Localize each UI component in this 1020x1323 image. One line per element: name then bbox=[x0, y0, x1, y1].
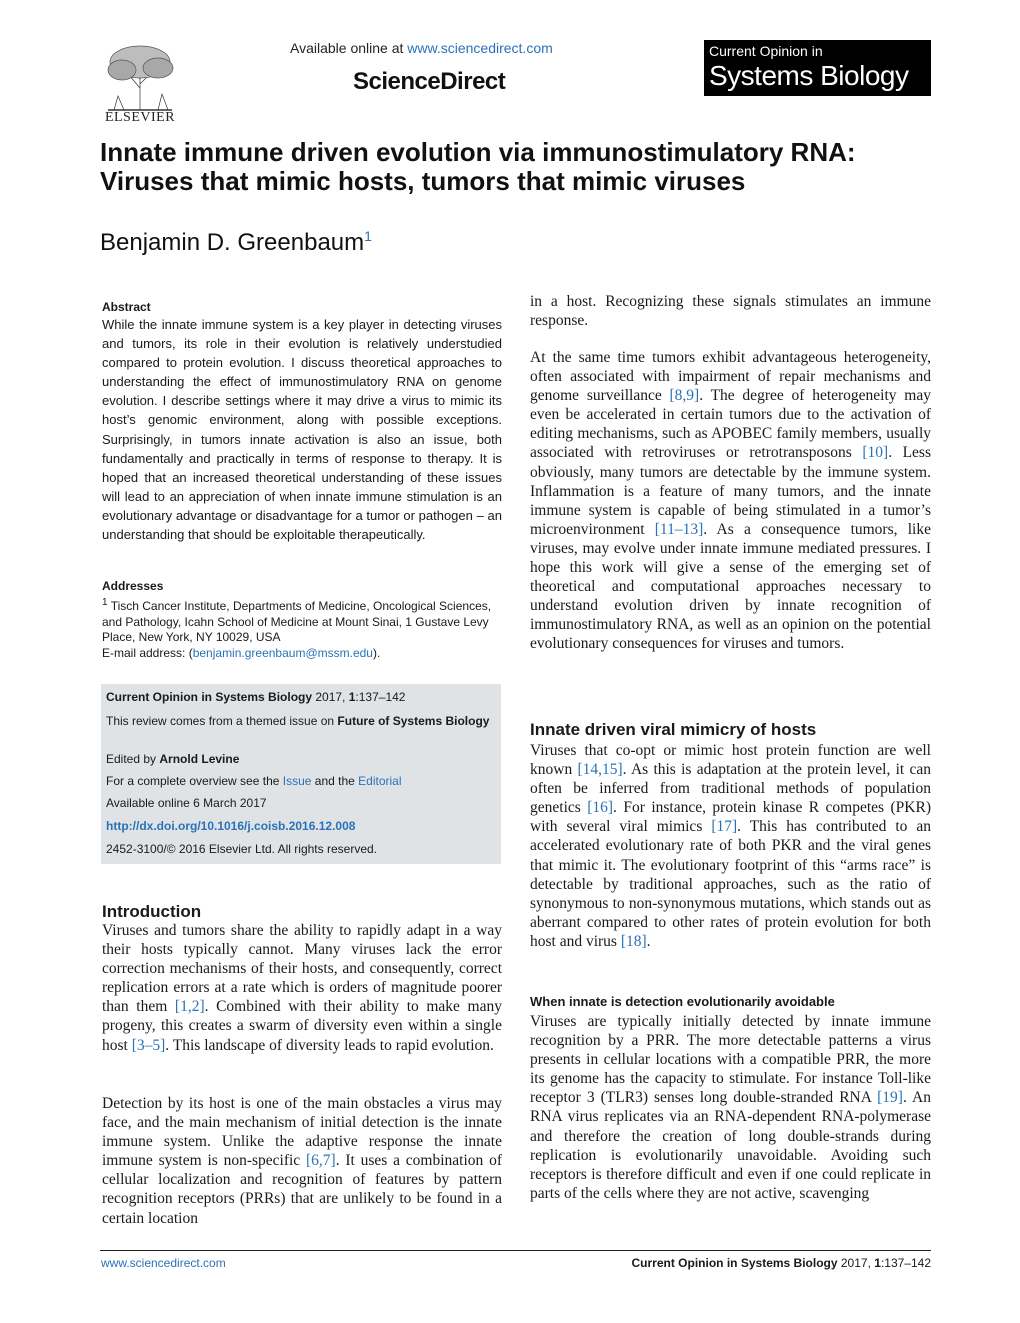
article-info-box bbox=[101, 684, 501, 864]
text-run: . Combined with their ability to make many progeny, this creates a swarm of diversity even within a single host bbox=[102, 998, 502, 1054]
available-online bbox=[290, 40, 553, 56]
text-run: Viruses and tumors share the ability to rapidly adapt in a way their hosts typically cannot. Many viruses lack the error correction mechanisms of their hosts, and consequently, correct replication errors at a rate which is orders of magnitude poorer than them bbox=[102, 922, 502, 1016]
info-editor-name: Arnold Levine bbox=[159, 752, 240, 766]
footer-pages: :137–142 bbox=[880, 1256, 931, 1270]
footer-rule bbox=[100, 1250, 931, 1251]
addresses-text bbox=[102, 595, 502, 661]
info-and: and the bbox=[311, 774, 359, 788]
citation-link[interactable]: [19] bbox=[877, 1089, 903, 1107]
editorial-link[interactable]: Editorial bbox=[358, 774, 402, 788]
footer-left bbox=[101, 1256, 226, 1270]
text-run: Viruses that co-opt or mimic host protein function are well known bbox=[530, 742, 931, 779]
footer-right bbox=[632, 1256, 931, 1270]
text-run: . This has contributed to an accelerated evolutionary rate of both PKR and the viral genes that mimic it. The evolutionary footprint of this “arms race” is detectable by traditional approaches, such as the ratio of synonymous to non-synonymous mutations, which stands out as aberrant compared to other rates of protein evolution for both host and virus bbox=[530, 818, 931, 950]
info-doi bbox=[106, 819, 498, 834]
text-run: Viruses are typically initially detected by innate immune recognition by a PRR. The more detectable patterns a virus presents in cellular locations with a compatible PRR, the more its genome has the capacity to stimulate. For instance Toll-like receptor 3 (TLR3) senses long double-stranded RNA bbox=[530, 1013, 931, 1107]
author-affiliation-marker[interactable]: 1 bbox=[364, 228, 372, 244]
introduction-heading: Introduction bbox=[102, 902, 202, 921]
email-suffix: ). bbox=[372, 645, 381, 660]
text-run: . The degree of heterogeneity may even be accelerated in certain tumors due to the activation of editing mechanisms, such as APOBEC family members, usually associated with retroviruses or retrotransposons bbox=[530, 387, 931, 462]
right-paragraph-3 bbox=[530, 741, 931, 951]
info-overview-prefix: For a complete overview see the bbox=[106, 774, 283, 788]
text-run: . Less obviously, many tumors are detectable by the immune system. Inflammation is a feature of many tumors, and the innate immune system is capable of being stimulated in a tumor’s microenvironment bbox=[530, 444, 931, 538]
addresses-heading: Addresses bbox=[102, 579, 164, 593]
info-year: 2017, bbox=[312, 690, 349, 704]
text-run: . As this is adaptation at the protein level, it can often be inferred from traditional methods of population genetics bbox=[530, 761, 931, 817]
citation-link[interactable]: [14,15] bbox=[577, 761, 623, 779]
sciencedirect-link[interactable]: www.sciencedirect.com bbox=[407, 40, 553, 56]
right-paragraph-4 bbox=[530, 1012, 931, 1203]
text-run: Detection by its host is one of the main obstacles a virus may face, and the main mechanism of initial detection is the innate immune system. Unlike the adaptive response the innate immune system is non-specific bbox=[102, 1095, 502, 1170]
citation-link[interactable]: [1,2] bbox=[174, 998, 205, 1016]
info-editor bbox=[106, 752, 498, 767]
right-paragraph-1: in a host. Recognizing these signals stimulates an immune response. bbox=[530, 293, 931, 330]
text-run: . As a consequence tumors, like viruses, may evolve under innate immune mediated pressures. I hope this work will give a sense of the emerging set of theoretical and computational approaches necessary to understand evolution driven by innate recognition of immunostimulatory RNA, as well as an opinion on the potential evolutionary consequences for viruses and tumors. bbox=[530, 520, 931, 653]
article-author bbox=[100, 228, 372, 257]
info-theme-prefix: This review comes from a themed issue on bbox=[106, 714, 338, 728]
info-overview bbox=[106, 774, 498, 789]
doi-link[interactable]: http://dx.doi.org/10.1016/j.coisb.2016.12.008 bbox=[106, 819, 356, 833]
publisher-name: ELSEVIER bbox=[104, 110, 176, 125]
footer-year: 2017, bbox=[837, 1256, 875, 1270]
citation-link[interactable]: [17] bbox=[711, 818, 738, 836]
available-prefix: Available online at bbox=[290, 40, 408, 56]
section-heading-viral-mimicry: Innate driven viral mimicry of hosts bbox=[530, 720, 817, 739]
journal-banner-line1: Current Opinion in bbox=[709, 43, 823, 59]
address-marker: 1 bbox=[102, 597, 108, 608]
abstract-heading: Abstract bbox=[102, 300, 151, 314]
citation-link[interactable]: [10] bbox=[862, 444, 889, 462]
journal-banner-line2: Systems Biology bbox=[709, 60, 909, 91]
address-body: Tisch Cancer Institute, Departments of Medicine, Oncological Sciences, and Pathology, Icahn School of Medicine at Mount Sinai, 1 Gustave Levy Place, New York, NY 10029, USA bbox=[102, 599, 492, 644]
text-run: . This landscape of diversity leads to rapid evolution. bbox=[165, 1036, 494, 1054]
info-pages: :137–142 bbox=[355, 690, 406, 704]
text-run: At the same time tumors exhibit advantageous heterogeneity, often associated with impairment of repair mechanisms and genome surveillance bbox=[530, 349, 931, 405]
email-prefix: E-mail address: ( bbox=[102, 645, 193, 660]
introduction-paragraph-1 bbox=[102, 921, 502, 1055]
abstract-text: While the innate immune system is a key player in detecting viruses and tumors, its role in their evolution is relatively understudied compared to protein evolution. I discuss theoretical approaches to understanding the effect of immunostimulatory RNA on genome evolution. I describe settings where it may drive a virus to mimic its host’s genomic environment, along with possible exceptions. Surprisingly, in tumors innate activation is also an issue, both fundamentally and practically in terms of response to therapy. It is hoped that an increased theoretical understanding of these issues will lead to an appreciation of when innate immune stimulation is an evolutionary advantage or disadvantage for a tumor or pathogen – an understanding that should be exploitable therapeutically. bbox=[102, 317, 502, 543]
text-run: . It uses a combination of cellular localization and recognition of features by pattern recognition receptors (PRRs) that are unlikely to be found in a certain location bbox=[102, 1152, 502, 1227]
journal-banner bbox=[704, 40, 931, 96]
email-link[interactable]: benjamin.greenbaum@mssm.edu bbox=[192, 645, 373, 660]
article-title: Innate immune driven evolution via immunostimulatory RNA: Viruses that mimic hosts, tumors that mimic viruses bbox=[100, 137, 856, 196]
footer-sciencedirect-link[interactable]: www.sciencedirect.com bbox=[101, 1256, 226, 1270]
info-volume: 1 bbox=[348, 690, 356, 704]
info-theme bbox=[106, 714, 498, 729]
right-paragraph-2 bbox=[530, 348, 931, 654]
issue-link[interactable]: Issue bbox=[282, 774, 312, 788]
text-run: . For instance, protein kinase R competes (PKR) with several viral mimics bbox=[530, 799, 931, 836]
citation-link[interactable]: [16] bbox=[587, 799, 614, 817]
citation-link[interactable]: [11–13] bbox=[654, 520, 704, 538]
info-available: Available online 6 March 2017 bbox=[106, 796, 267, 810]
info-edited-prefix: Edited by bbox=[106, 752, 160, 766]
citation-link[interactable]: [8,9] bbox=[669, 387, 700, 405]
text-run: . An RNA virus replicates via an RNA-dependent RNA-polymerase and therefore the creation of long double-strands during replication is evolutionarily unavoidable. Avoiding such receptors is therefore difficult and even if one could replicate in parts of the cells where they are not active, scavenging bbox=[530, 1089, 931, 1202]
info-copyright: 2452-3100/© 2016 Elsevier Ltd. All rights reserved. bbox=[106, 842, 377, 856]
footer-journal: Current Opinion in Systems Biology bbox=[631, 1256, 838, 1270]
info-citation bbox=[106, 690, 498, 705]
text-run: . bbox=[646, 932, 651, 950]
citation-link[interactable]: [18] bbox=[620, 932, 647, 950]
subsection-heading: When innate is detection evolutionarily avoidable bbox=[530, 994, 835, 1009]
info-journal: Current Opinion in Systems Biology bbox=[106, 690, 313, 704]
author-name: Benjamin D. Greenbaum bbox=[100, 229, 365, 256]
introduction-paragraph-2 bbox=[102, 1094, 502, 1228]
platform-name: ScienceDirect bbox=[353, 68, 506, 95]
info-theme-name: Future of Systems Biology bbox=[337, 714, 490, 728]
footer-volume: 1 bbox=[874, 1256, 881, 1270]
citation-link[interactable]: [3–5] bbox=[131, 1036, 166, 1054]
citation-link[interactable]: [6,7] bbox=[305, 1152, 336, 1170]
